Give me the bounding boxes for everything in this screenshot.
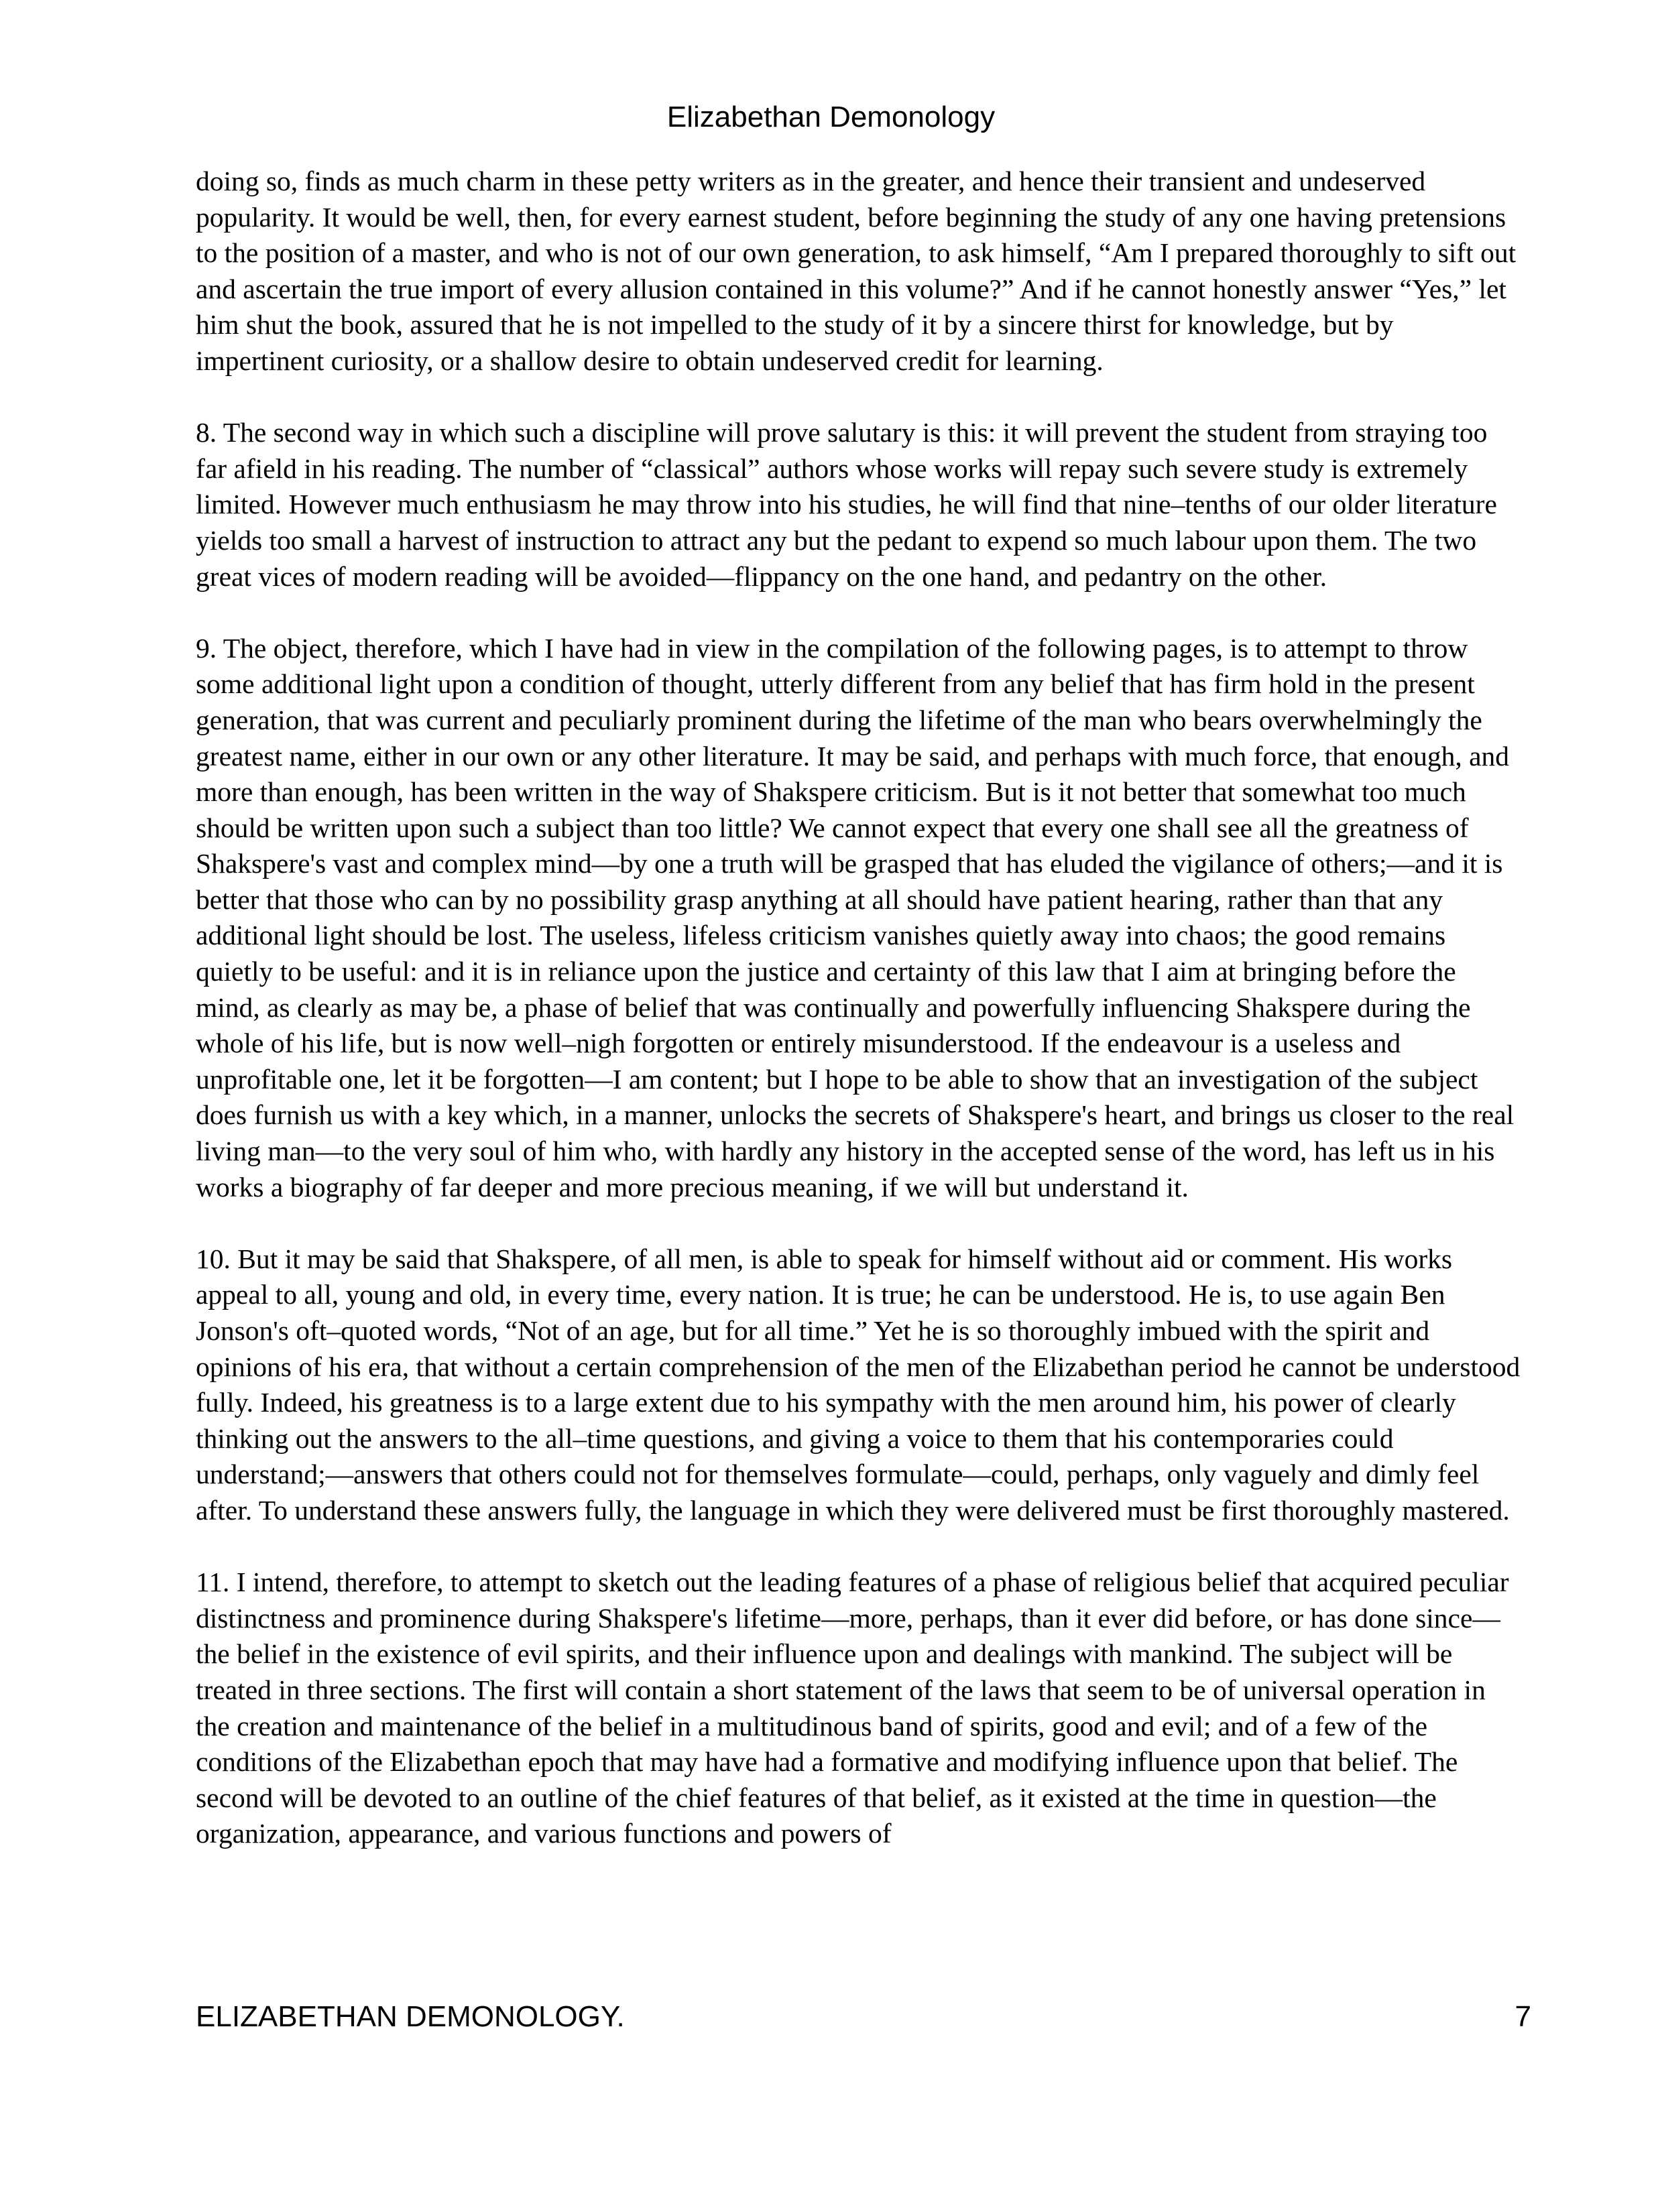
paragraph-9: 9. The object, therefore, which I have had in view in the compilation of the following pages, is to attempt to throw some additional light upon a condition of thought, utterly different from any belief that has firm hold in the present generation, that was current and peculiarly prominent during the lifetime of the man who bears overwhelmingly the greatest name, either in our own or any other literature. It may be said, and perhaps with much force, that enough, and more than enough, has been written in the way of Shakspere criticism. But is it not better that somewhat too much should be written upon such a subject than too little? We cannot expect that every one shall see all the greatness of Shakspere's vast and complex mind—by one a truth will be grasped that has eluded the vigilance of others;—and it is better that those who can by no possibility grasp anything at all should have patient hearing, rather than that any additional light should be lost. The useless, lifeless criticism vanishes quietly away into chaos; the good remains quietly to be useful: and it is in reliance upon the justice and certainty of this law that I aim at bringing before the mind, as clearly as may be, a phase of belief that was continually and powerfully influencing Shakspere during the whole of his life, but is now well–nigh forgotten or entirely misunderstood. If the endeavour is a useless and unprofitable one, let it be forgotten—I am content; but I hope to be able to show that an investigation of the subject does furnish us with a key which, in a manner, unlocks the secrets of Shakspere's heart, and brings us closer to the real living man—to the very soul of him who, with hardly any history in the accepted sense of the word, has left us in his works a biography of far deeper and more precious meaning, if we will but understand it. bbox=[196, 632, 1515, 1203]
paragraph-continuation: doing so, finds as much charm in these petty writers as in the greater, and hence their transient and undeserved popularity. It would be well, then, for every earnest student, before beginning the study of any one having pretensions to the position of a master, and who is not of our own generation, to ask himself, “Am I prepared thoroughly to sift out and ascertain the true import of every allusion contained in this volume?” And if he cannot honestly answer “Yes,” let him shut the book, assured that he is not impelled to the study of it by a sincere thirst for knowledge, but by impertinent curiosity, or a shallow desire to obtain undeserved credit for learning. bbox=[196, 166, 1517, 376]
running-head-title: Elizabethan Demonology bbox=[666, 101, 996, 133]
page-number: 7 bbox=[1515, 2000, 1531, 2033]
footer-book-title: ELIZABETHAN DEMONOLOGY. bbox=[196, 2000, 625, 2033]
paragraph-10: 10. But it may be said that Shakspere, of all men, is able to speak for himself without aid or comment. His works appeal to all, young and old, in every time, every nation. It is true; he can be understood. He is, to use again Ben Jonson's oft–quoted words, “Not of an age, but for all time.” Yet he is so thoroughly imbued with the spirit and opinions of his era, that without a certain comprehension of the men of the Elizabethan period he cannot be understood fully. Indeed, his greatness is to a large extent due to his sympathy with the men around him, his power of clearly thinking out the answers to the all–time questions, and giving a voice to them that his contemporaries could understand;—answers that others could not for themselves formulate—could, perhaps, only vaguely and dimly feel after. To understand these answers fully, the language in which they were delivered must be first thoroughly mastered. bbox=[196, 1243, 1521, 1526]
paragraph-11: 11. I intend, therefore, to attempt to sketch out the leading features of a phase of religious belief that acquired peculiar distinctness and prominence during Shakspere's lifetime—more, perhaps, than it ever did before, or has done since—the belief in the existence of evil spirits, and their influence upon and dealings with mankind. The subject will be treated in three sections. The first will contain a short statement of the laws that seem to be of universal operation in the creation and maintenance of the belief in a multitudinous band of spirits, good and evil; and of a few of the conditions of the Elizabethan epoch that may have had a formative and modifying influence upon that belief. The second will be devoted to an outline of the chief features of that belief, as it existed at the time in question—the organization, appearance, and various functions and powers of bbox=[196, 1566, 1509, 1849]
body-text bbox=[196, 164, 1523, 1852]
paragraph-8: 8. The second way in which such a discipline will prove salutary is this: it will prevent the student from straying too far afield in his reading. The number of “classical” authors whose works will repay such severe study is extremely limited. However much enthusiasm he may throw into his studies, he will find that nine–tenths of our older literature yields too small a harvest of instruction to attract any but the pedant to expend so much labour upon them. The two great vices of modern reading will be avoided—flippancy on the one hand, and pedantry on the other. bbox=[196, 417, 1497, 592]
